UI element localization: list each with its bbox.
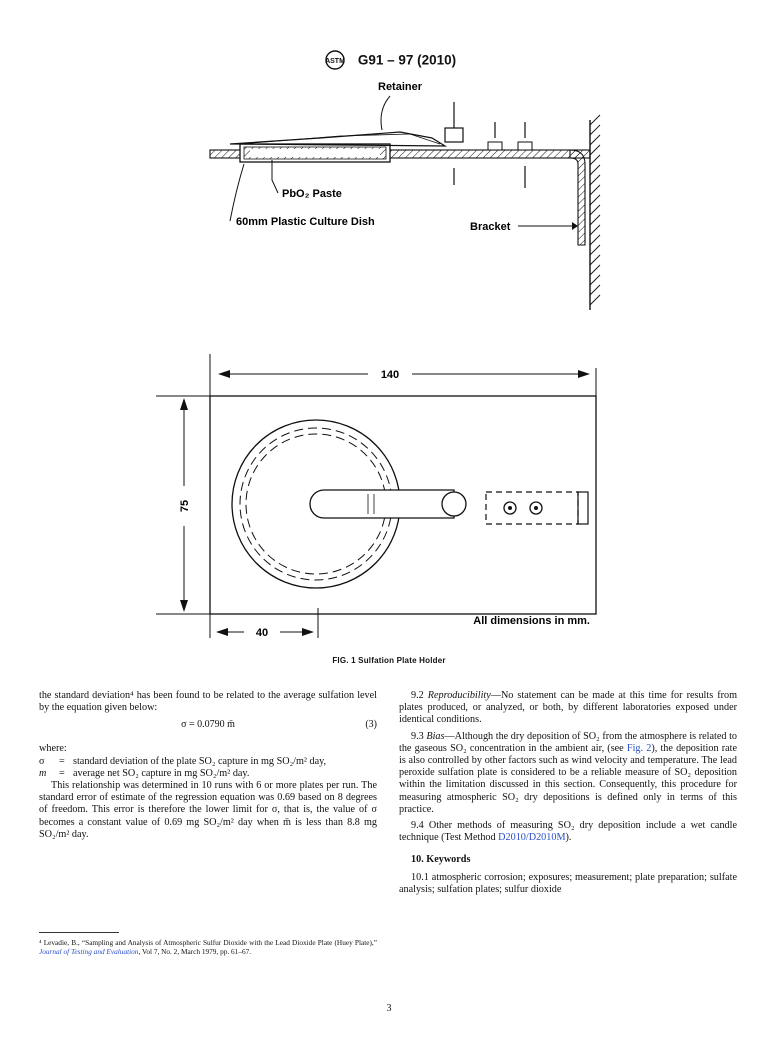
regression-paragraph: This relationship was determined in 10 runs with 6 or more plates per run. The standard error of estimate of the regression equation was 0.69 based on 8 degrees of freedom. This error is therefore the lower limit for σ, that is, the value of σ becomes a constant value of 0.69 mg SO₂/m² day when m̄ is less than 8.8 mg SO₂/m² day. bbox=[39, 780, 377, 840]
top-view-drawing bbox=[150, 350, 610, 650]
units-note: All dimensions in mm. bbox=[473, 615, 590, 627]
fig2-link[interactable]: Fig. 2 bbox=[626, 742, 652, 754]
page-header bbox=[0, 50, 778, 70]
other-methods-paragraph: 9.4 Other methods of measuring SO₂ dry deposition include a wet candle technique (Test Method D2010/D2010M). bbox=[399, 820, 737, 844]
where-label: where: bbox=[39, 743, 67, 755]
standard-designation: G91 – 97 (2010) bbox=[357, 52, 457, 68]
retainer-arm bbox=[310, 490, 454, 518]
keywords-heading: 10. Keywords bbox=[411, 854, 471, 866]
footnote-4: ⁴ Levadie, B., “Sampling and Analysis of Atmospheric Sulfur Dioxide with the Lead Dioxide Plate (Huey Plate),” Journal of Testing and Evaluation, Vol 7, No. 2, March 1979, pp. 61–67. bbox=[39, 938, 377, 956]
offset-dimension: 40 bbox=[255, 627, 269, 639]
width-dimension: 140 bbox=[380, 369, 400, 381]
footnote-rule bbox=[39, 932, 119, 933]
astm-logo-icon bbox=[322, 50, 348, 70]
equation-number: (3) bbox=[365, 719, 377, 731]
left-column bbox=[39, 690, 377, 841]
bracket-outline bbox=[486, 492, 578, 524]
figure-caption: FIG. 1 Sulfation Plate Holder bbox=[332, 656, 446, 665]
mounting-bracket bbox=[570, 150, 585, 245]
right-column bbox=[399, 690, 737, 896]
reproducibility-paragraph: 9.2 Reproducibility—No statement can be made at this time for results from plates produced, or analyzed, or both, by different laboratories exposed under identical conditions. bbox=[399, 690, 737, 726]
definition-sigma: σ = standard deviation of the plate SO₂ capture in mg SO₂/m² day, bbox=[39, 755, 327, 767]
height-dimension: 75 bbox=[179, 499, 191, 513]
equation-row bbox=[39, 719, 377, 735]
dish-label: 60mm Plastic Culture Dish bbox=[236, 216, 375, 228]
bias-paragraph: 9.3 Bias—Although the dry deposition of SO₂ from the atmosphere is related to the gaseous SO₂ concentration in the ambient air, (see Fig. 2), the deposition rate is also controlled by other factors such as wind velocity and temperature. The lead peroxide sulfation plate is considered to be a reliable measure of SO₂ deposition within the limitation discussed in this section. Consequently, this procedure for measuring atmospheric SO₂ dry depositions is defined only in terms of this practice. bbox=[399, 730, 737, 815]
retainer-label: Retainer bbox=[378, 81, 423, 93]
section-view-drawing bbox=[200, 80, 620, 320]
keywords-paragraph: 10.1 atmospheric corrosion; exposures; measurement; plate preparation; sulfate analysis; sulfation plates; sulfur dioxide bbox=[399, 871, 737, 895]
definition-m: m = average net SO₂ capture in mg SO₂/m² day. bbox=[39, 767, 250, 779]
equation: σ = 0.0790 m̄ bbox=[181, 719, 235, 731]
sd-intro-paragraph: the standard deviation⁴ has been found to be related to the average sulfation level by the equation given below: bbox=[39, 690, 377, 714]
page-number: 3 bbox=[386, 1003, 392, 1014]
svg-text:ASTM: ASTM bbox=[324, 58, 345, 65]
journal-link[interactable]: Journal of Testing and Evaluation bbox=[39, 947, 139, 956]
paste-label: PbO₂ Paste bbox=[282, 188, 342, 200]
d2010-link[interactable]: D2010/D2010M bbox=[498, 832, 566, 844]
bracket-label: Bracket bbox=[470, 221, 511, 233]
